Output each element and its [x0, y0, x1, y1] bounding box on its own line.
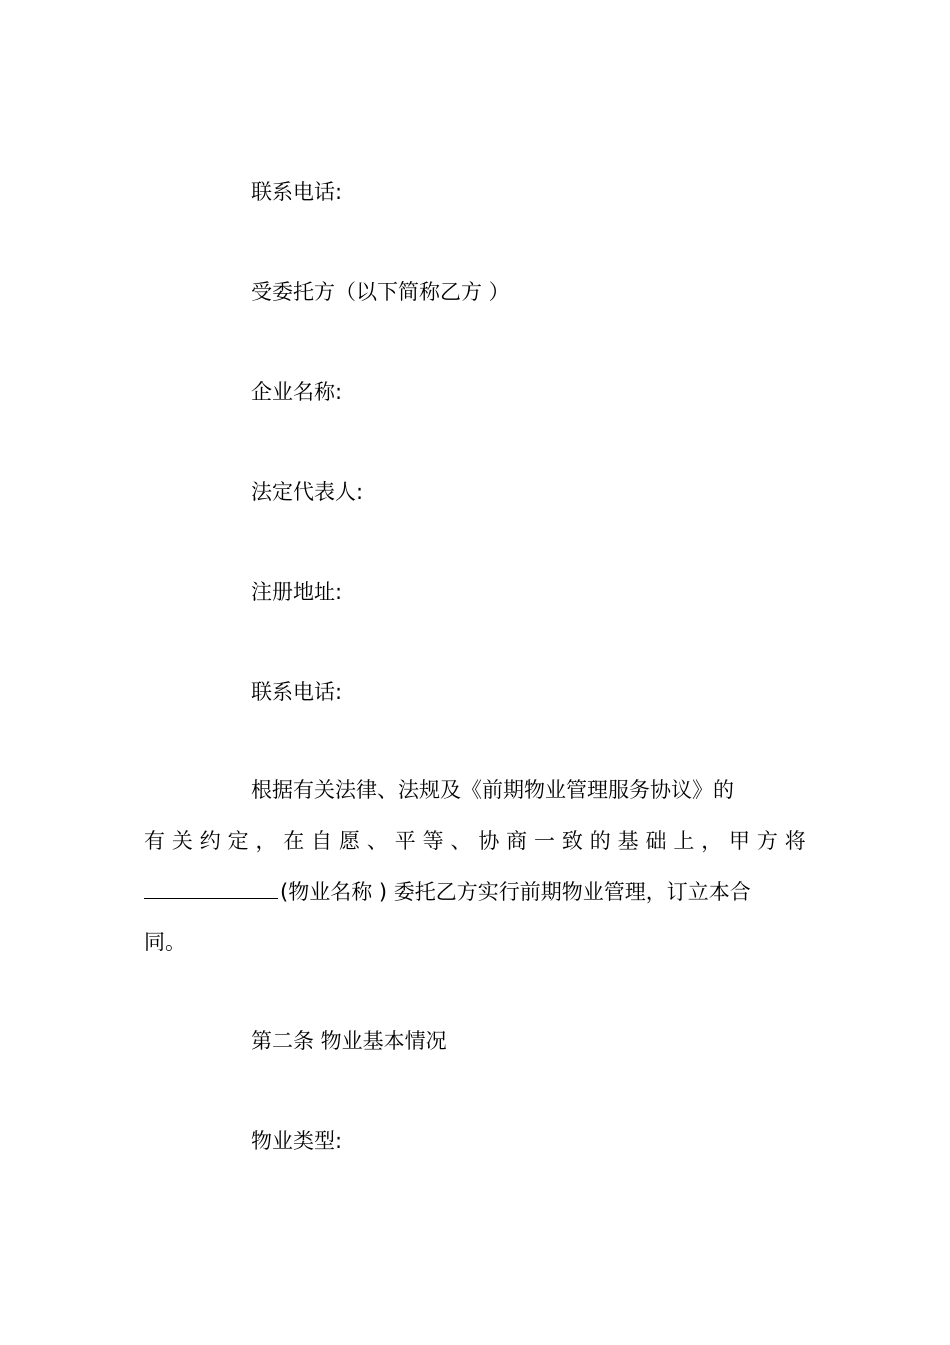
party-b-heading: 受委托方（以下简称乙方 ）	[251, 280, 510, 304]
preamble-line-2	[144, 827, 806, 855]
preamble-line-2-char: 甲	[729, 829, 751, 853]
preamble-line-1: 根据有关法律、法规及《前期物业管理服务协议》的	[251, 778, 734, 802]
preamble-line-2-char: ，	[701, 829, 723, 853]
article-2-heading: 第二条 物业基本情况	[251, 1029, 447, 1053]
party-b-address-label: 注册地址:	[251, 580, 343, 604]
preamble-line-2-char: 约	[199, 829, 221, 853]
preamble-line-2-char: 础	[645, 829, 667, 853]
preamble-line-2-char: 定	[227, 829, 249, 853]
preamble-line-2-char: 等	[422, 829, 444, 853]
preamble-line-2-char: 上	[673, 829, 695, 853]
party-a-phone-label: 联系电话:	[251, 180, 343, 204]
preamble-line-2-char: 方	[756, 829, 778, 853]
preamble-line-2-char: 商	[506, 829, 528, 853]
preamble-line-2-char: 自	[311, 829, 333, 853]
preamble-line-2-char: 愿	[339, 829, 361, 853]
preamble-line-2-char: 、	[450, 829, 472, 853]
preamble-line-2-char: 关	[171, 829, 193, 853]
preamble-line-2-char: 将	[784, 829, 806, 853]
party-b-legal-rep-label: 法定代表人:	[251, 480, 364, 504]
preamble-line-2-char: 一	[534, 829, 556, 853]
preamble-line-2-char: 平	[394, 829, 416, 853]
preamble-line-2-char: 协	[478, 829, 500, 853]
preamble-line-2-char: 、	[366, 829, 388, 853]
preamble-line-3	[144, 878, 751, 906]
preamble-line-2-char: 在	[283, 829, 305, 853]
party-b-company-label: 企业名称:	[251, 380, 343, 404]
property-type-label: 物业类型:	[251, 1129, 343, 1153]
preamble-line-2-char: ，	[255, 829, 277, 853]
party-b-phone-label: 联系电话:	[251, 680, 343, 704]
preamble-line-2-char: 致	[561, 829, 583, 853]
property-name-blank	[144, 878, 278, 899]
preamble-line-2-char: 的	[589, 829, 611, 853]
preamble-line-2-char: 基	[617, 829, 639, 853]
preamble-line-4: 同。	[144, 930, 186, 954]
preamble-line-2-char: 有	[144, 829, 165, 853]
preamble-line-3-text: (物业名称 ) 委托乙方实行前期物业管理，订立本合	[280, 880, 751, 904]
